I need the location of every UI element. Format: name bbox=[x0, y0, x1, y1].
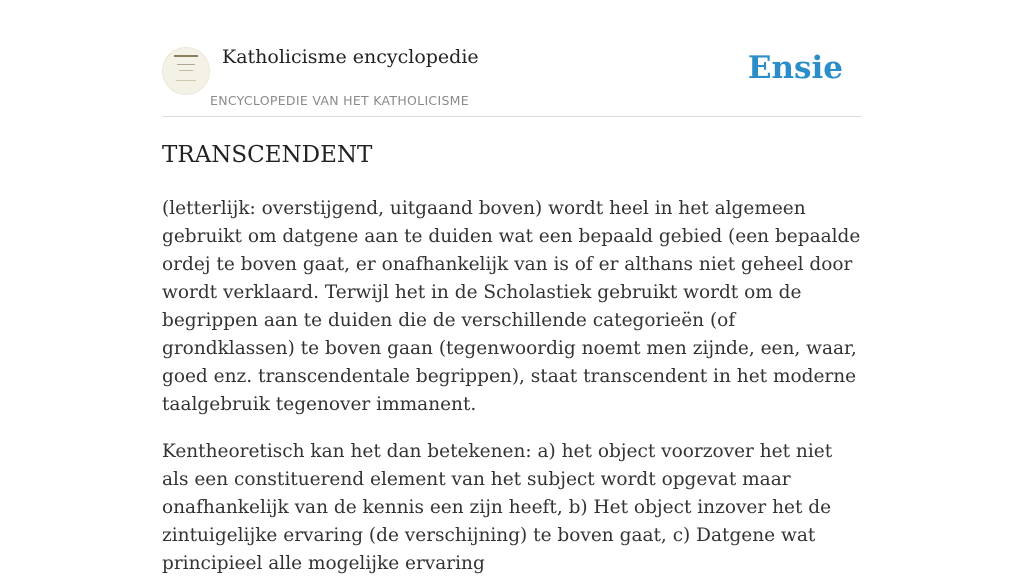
article-title: TRANSCENDENT bbox=[162, 142, 373, 168]
article bbox=[162, 140, 864, 578]
cover-line bbox=[179, 70, 193, 71]
cover-line bbox=[176, 80, 196, 81]
site-title[interactable]: Katholicisme encyclopedie bbox=[222, 46, 479, 68]
book-cover-icon[interactable] bbox=[162, 47, 210, 95]
site-subtitle: ENCYCLOPEDIE VAN HET KATHOLICISME bbox=[210, 93, 469, 108]
site-header bbox=[162, 0, 862, 117]
article-paragraph: Kentheoretisch kan het dan betekenen: a) het object voorzover het niet als een constituerend element van het subject wordt opgevat maar onafhankelijk van de kennis een zijn heeft, b) Het object inzover het de zintuigelijke ervaring (de verschijning) te boven gaat, c) Datgene wat principieel alle mogelijke ervaring bbox=[162, 441, 833, 574]
ensie-logo-link[interactable]: Ensie bbox=[747, 50, 843, 86]
article-paragraph: (letterlijk: overstijgend, uitgaand boven) wordt heel in het algemeen gebruikt om datgene aan te duiden wat een bepaald gebied (een bepaalde ordej te boven gaat, er onafhankelijk van is of er althans niet geheel door wordt verklaard. Terwijl het in de Scholastiek gebruikt wordt om de begrippen aan te duiden die de verschillende categorieën (of grondklassen) te boven gaan (tegenwoordig noemt men zijnde, een, waar, goed enz. transcendentale begrippen), staat transcendent in het moderne taalgebruik tegenover immanent. bbox=[162, 198, 861, 415]
cover-line bbox=[177, 64, 195, 65]
cover-line bbox=[174, 55, 198, 57]
